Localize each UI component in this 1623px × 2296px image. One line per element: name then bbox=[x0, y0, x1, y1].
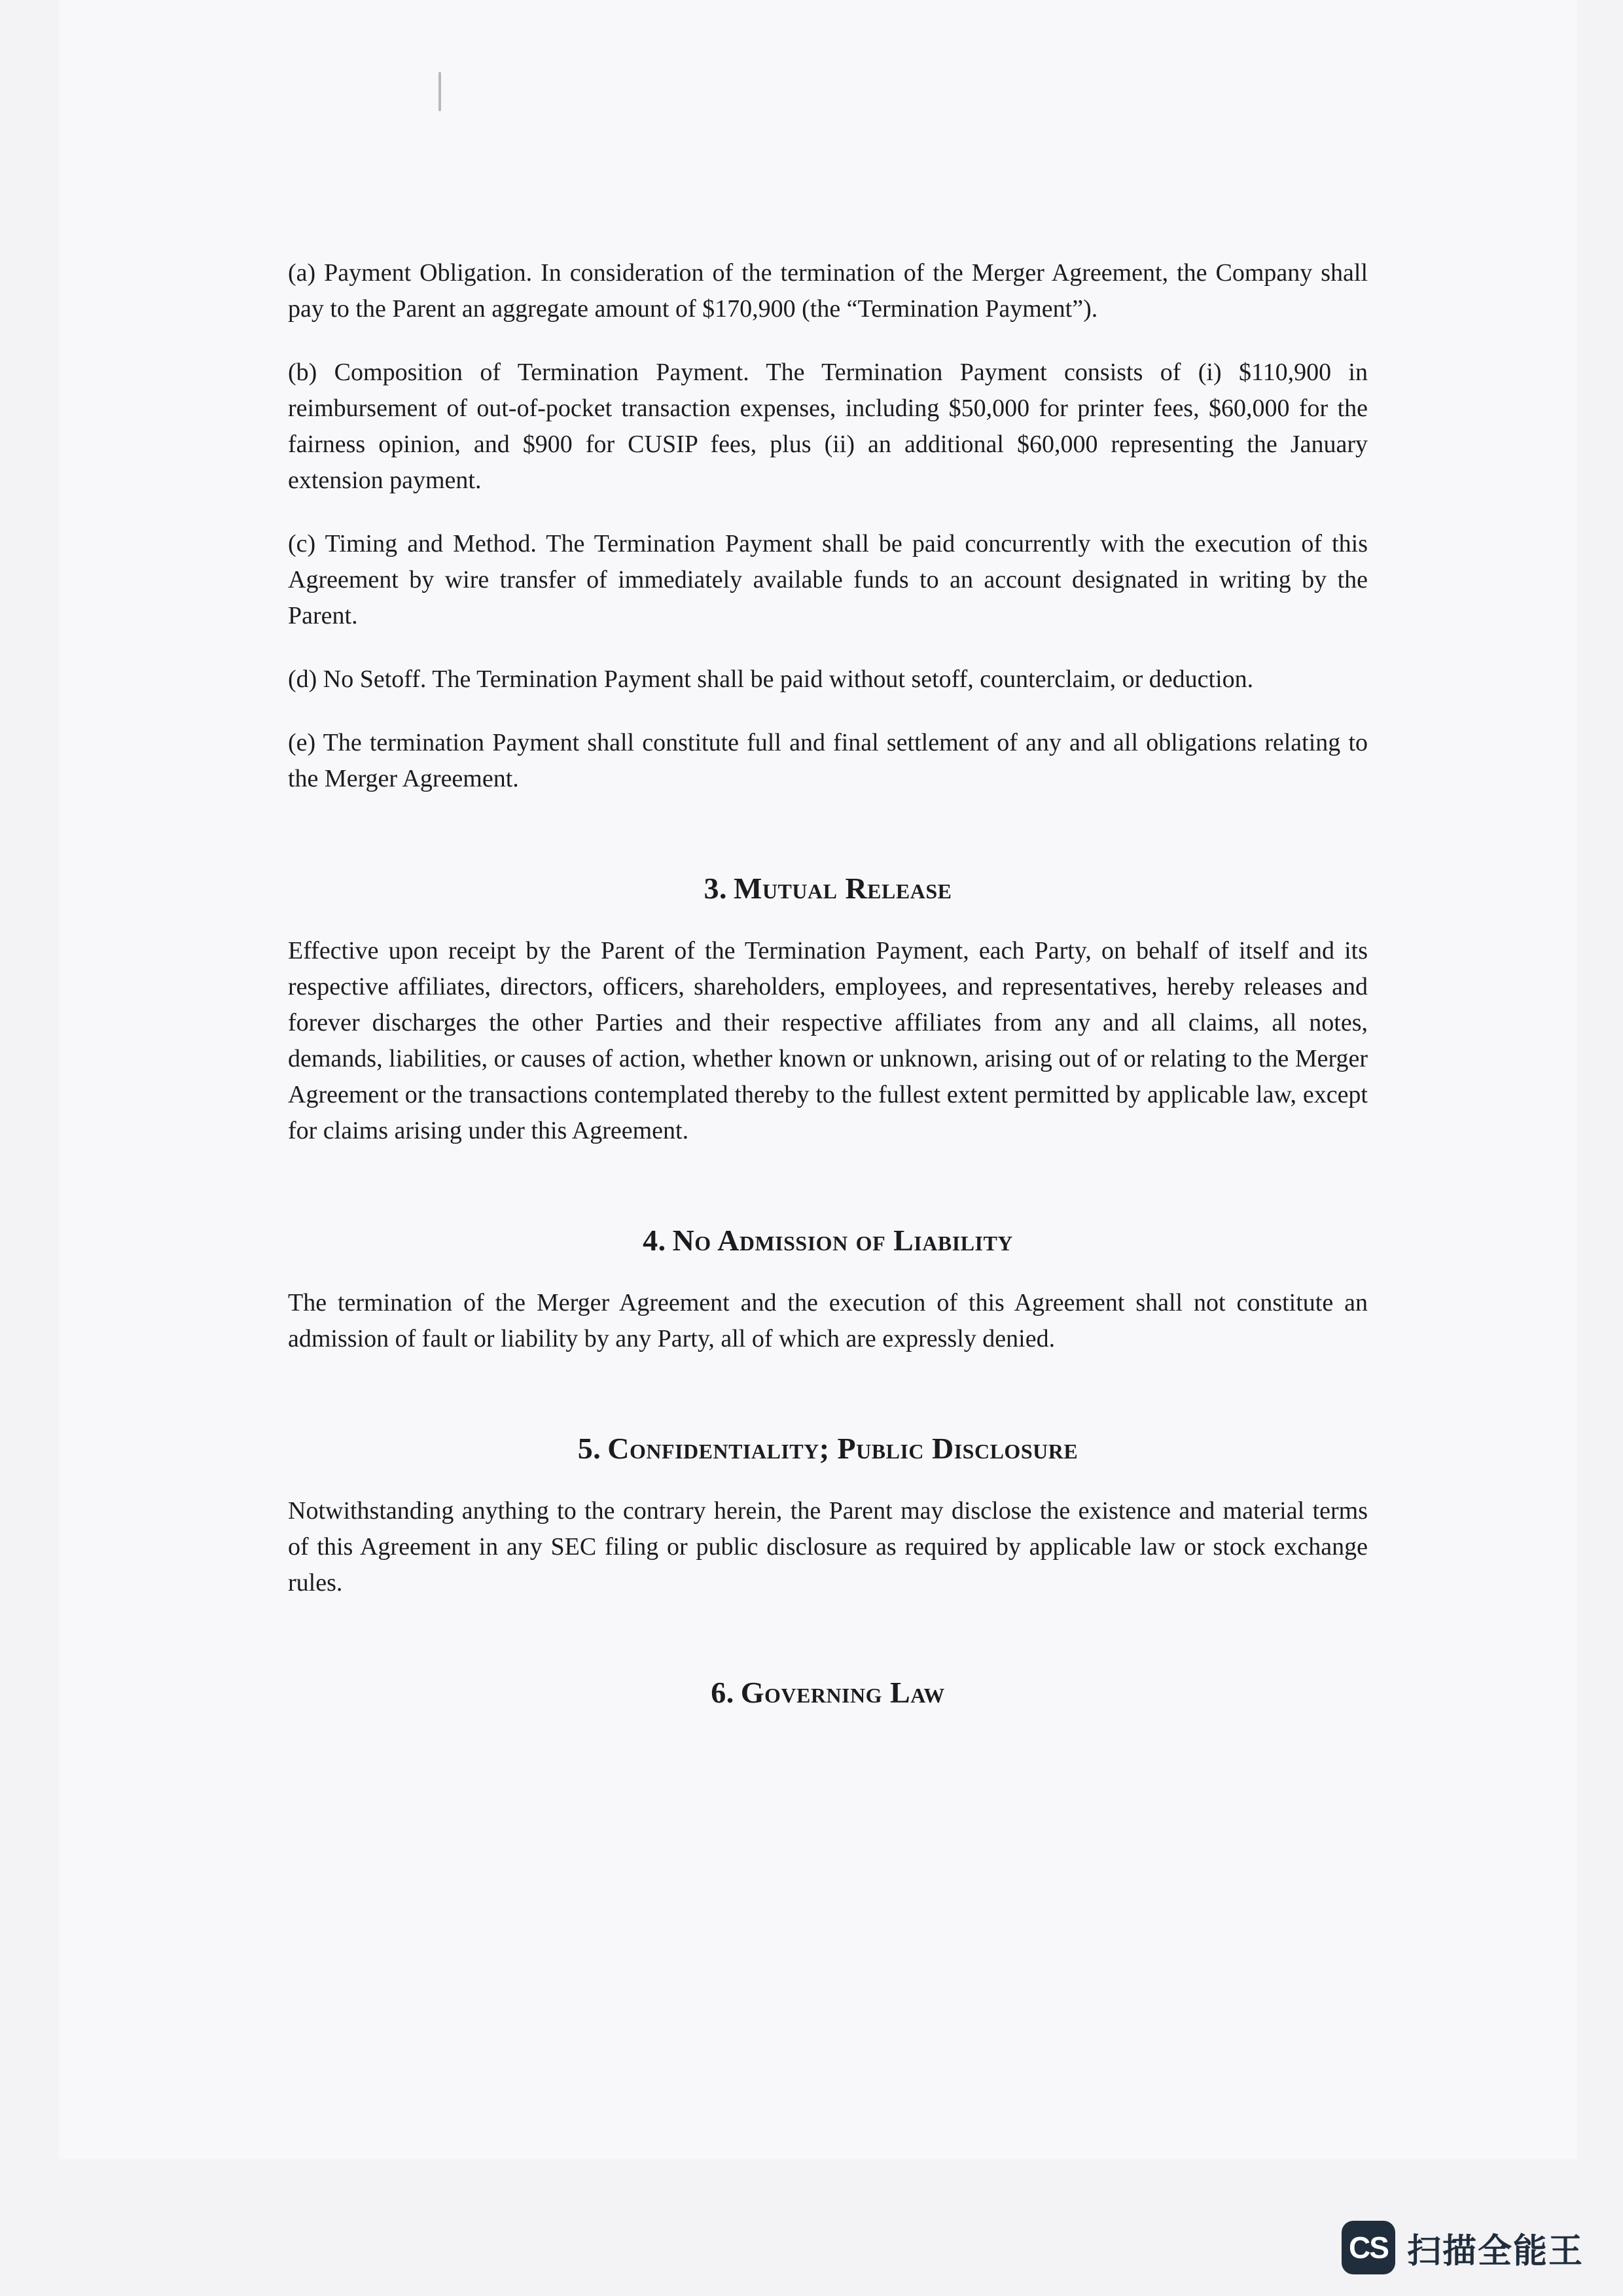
clause-d-no-setoff: (d) No Setoff. The Termination Payment shall be paid without setoff, counterclaim, or deduction. bbox=[288, 665, 1254, 693]
clause-c-timing-method: (c) Timing and Method. The Termination Payment shall be paid concurrently with the execution of this Agreement by wire transfer of immediately available funds to an account designated in writing by the Parent. bbox=[288, 530, 1368, 629]
section-number: 5. bbox=[577, 1432, 601, 1465]
section-heading-governing-law bbox=[288, 1673, 1368, 1712]
document-body bbox=[288, 255, 1368, 1737]
clause-a-payment-obligation: (a) Payment Obligation. In consideration of the termination of the Merger Agreement, the Company shall pay to the Parent an aggregate amount of $170,900 (the “Termination Payment”). bbox=[288, 259, 1368, 323]
section-body-confidentiality: Notwithstanding anything to the contrary herein, the Parent may disclose the existence and material terms of this Agreement in any SEC filing or public disclosure as required by applicable law or stock exchange rules. bbox=[288, 1497, 1368, 1597]
section-heading-no-admission bbox=[288, 1221, 1368, 1260]
section-number: 4. bbox=[643, 1224, 666, 1257]
clause-b-composition: (b) Composition of Termination Payment. The Termination Payment consists of (i) $110,900 in reimbursement of out-of-pocket transaction expenses, including $50,000 for printer fees, $60,000 for the fairness opinion, and $900 for CUSIP fees, plus (ii) an additional $60,000 representing the January extension payment. bbox=[288, 359, 1368, 494]
camscanner-logo-icon: CS bbox=[1342, 2221, 1395, 2274]
section-body-mutual-release: Effective upon receipt by the Parent of the Termination Payment, each Party, on behalf of itself and its respective affiliates, directors, officers, shareholders, employees, and representatives, hereby releases and forever discharges the other Parties and their respective affiliates from any and all claims, all notes, demands, liabilities, or causes of action, whether known or unknown, arising out of or relating to the Merger Agreement or the transactions contemplated thereby to the fullest extent permitted by applicable law, except for claims arising under this Agreement. bbox=[288, 937, 1368, 1144]
section-number: 6. bbox=[711, 1676, 734, 1709]
section-heading-mutual-release bbox=[288, 869, 1368, 908]
scan-artifact-mark bbox=[438, 72, 441, 111]
section-body-no-admission: The termination of the Merger Agreement and the execution of this Agreement shall not constitute an admission of fault or liability by any Party, all of which are expressly denied. bbox=[288, 1289, 1368, 1352]
scanner-watermark bbox=[1342, 2219, 1584, 2276]
scanner-app-name: 扫描全能王 bbox=[1406, 2231, 1584, 2271]
section-number: 3. bbox=[704, 872, 728, 905]
section-title: Confidentiality; Public Disclosure bbox=[607, 1432, 1079, 1465]
clause-e-full-settlement: (e) The termination Payment shall constitute full and final settlement of any and all obligations relating to the Merger Agreement. bbox=[288, 729, 1368, 792]
section-title: Mutual Release bbox=[734, 872, 952, 905]
section-title: Governing Law bbox=[740, 1676, 945, 1709]
section-heading-confidentiality bbox=[288, 1429, 1368, 1468]
section-title: No Admission of Liability bbox=[672, 1224, 1013, 1257]
